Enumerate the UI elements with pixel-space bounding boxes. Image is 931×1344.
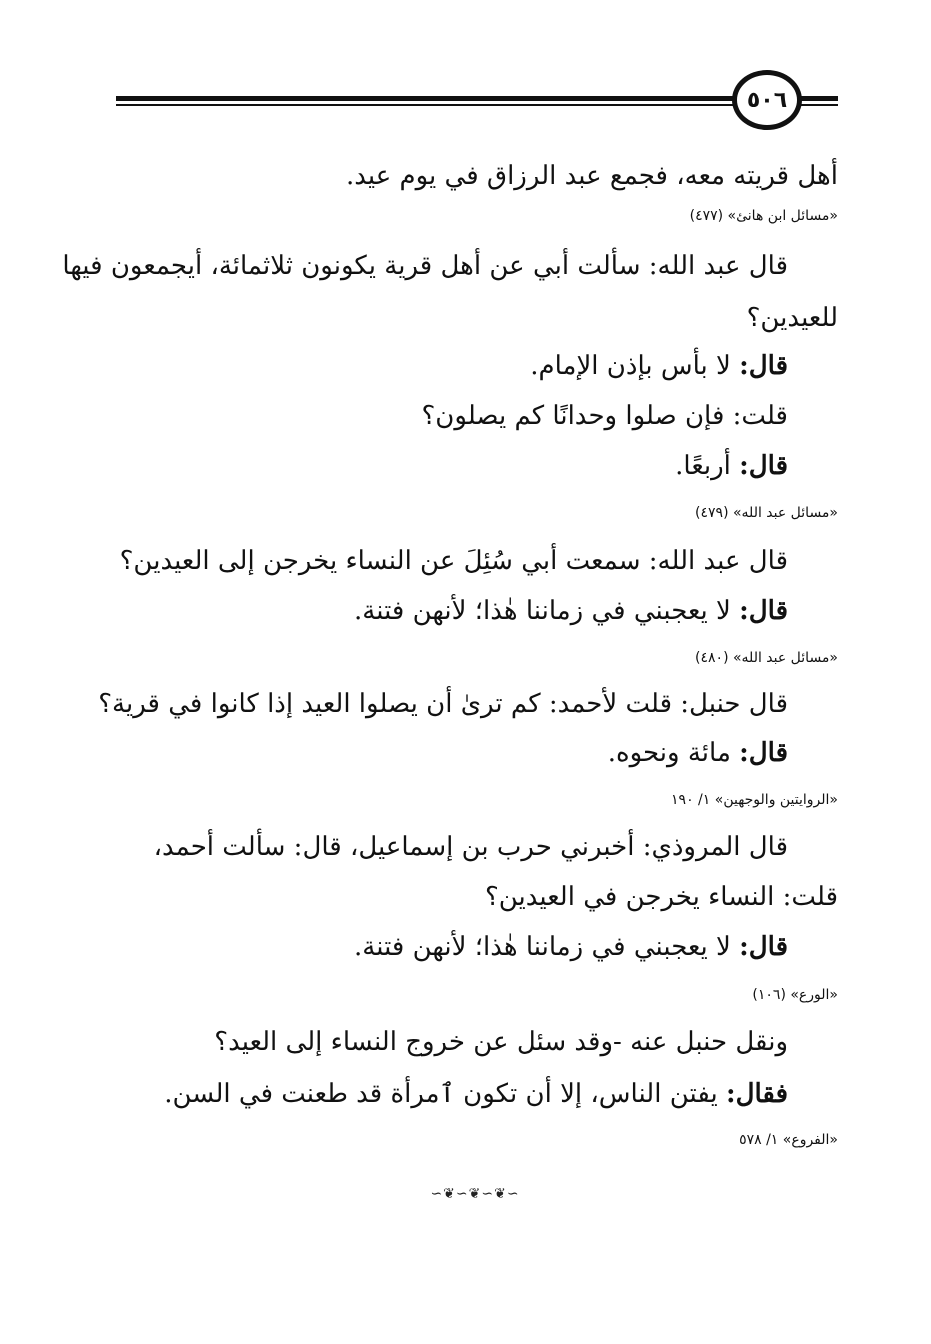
text-line: قال حنبل: قلت لأحمد: كم ترىٰ أن يصلوا العيد إذا كانوا في قرية؟ xyxy=(98,689,788,719)
source-reference: «الفروع» ١/ ٥٧٨ xyxy=(739,1132,838,1148)
text-line: قلت: فإن صلوا وحدانًا كم يصلون؟ xyxy=(421,401,788,431)
answer-line xyxy=(675,446,788,486)
speaker-label: قال: xyxy=(739,596,788,626)
text-line: ونقل حنبل عنه -وقد سئل عن خروج النساء إلى العيد؟ xyxy=(214,1027,788,1057)
answer-line xyxy=(608,733,788,773)
text-line: قال المروذي: أخبرني حرب بن إسماعيل، قال: سألت أحمد، xyxy=(153,832,788,862)
text-line: للعيدين؟ xyxy=(746,303,838,333)
answer-line xyxy=(164,1074,788,1114)
answer-text: مائة ونحوه. xyxy=(607,738,731,768)
answer-text: أربعًا. xyxy=(675,451,731,481)
speaker-label: قال: xyxy=(739,351,788,381)
text-line: قال عبد الله: سمعت أبي سُئِلَ عن النساء يخرجن إلى العيدين؟ xyxy=(119,546,788,576)
page-number: ٥٠٦ xyxy=(732,70,802,130)
source-reference: «الورع» (١٠٦) xyxy=(752,987,838,1003)
source-reference: «مسائل عبد الله» (٤٨٠) xyxy=(695,650,838,666)
header-rule-end xyxy=(800,96,838,106)
answer-text: يفتن الناس، إلا أن تكون ٱمرأة قد طعنت في السن. xyxy=(164,1079,718,1109)
answer-text: لا بأس بإذن الإمام. xyxy=(530,351,731,381)
text-line: قال عبد الله: سألت أبي عن أهل قرية يكونون ثلاثمائة، أيجمعون فيها xyxy=(62,251,788,281)
end-ornament-icon: ∽❦∽❦∽❦∽ xyxy=(430,1186,520,1202)
answer-text: لا يعجبني في زماننا هٰذا؛ لأنهن فتنة. xyxy=(354,596,731,626)
answer-text: لا يعجبني في زماننا هٰذا؛ لأنهن فتنة. xyxy=(354,932,731,962)
text-line: أهل قريته معه، فجمع عبد الرزاق في يوم عيد. xyxy=(345,161,838,191)
source-reference: «الروايتين والوجهين» ١/ ١٩٠ xyxy=(671,792,838,808)
text-line: قلت: النساء يخرجن في العيدين؟ xyxy=(484,882,838,912)
speaker-label: قال: xyxy=(739,738,788,768)
speaker-label: فقال: xyxy=(726,1079,788,1109)
source-reference: «مسائل ابن هانئ» (٤٧٧) xyxy=(689,208,838,224)
answer-line xyxy=(354,591,788,631)
answer-line xyxy=(354,927,788,967)
header-rule xyxy=(116,96,756,106)
speaker-label: قال: xyxy=(739,451,788,481)
speaker-label: قال: xyxy=(739,932,788,962)
answer-line xyxy=(530,346,788,386)
source-reference: «مسائل عبد الله» (٤٧٩) xyxy=(695,505,838,521)
